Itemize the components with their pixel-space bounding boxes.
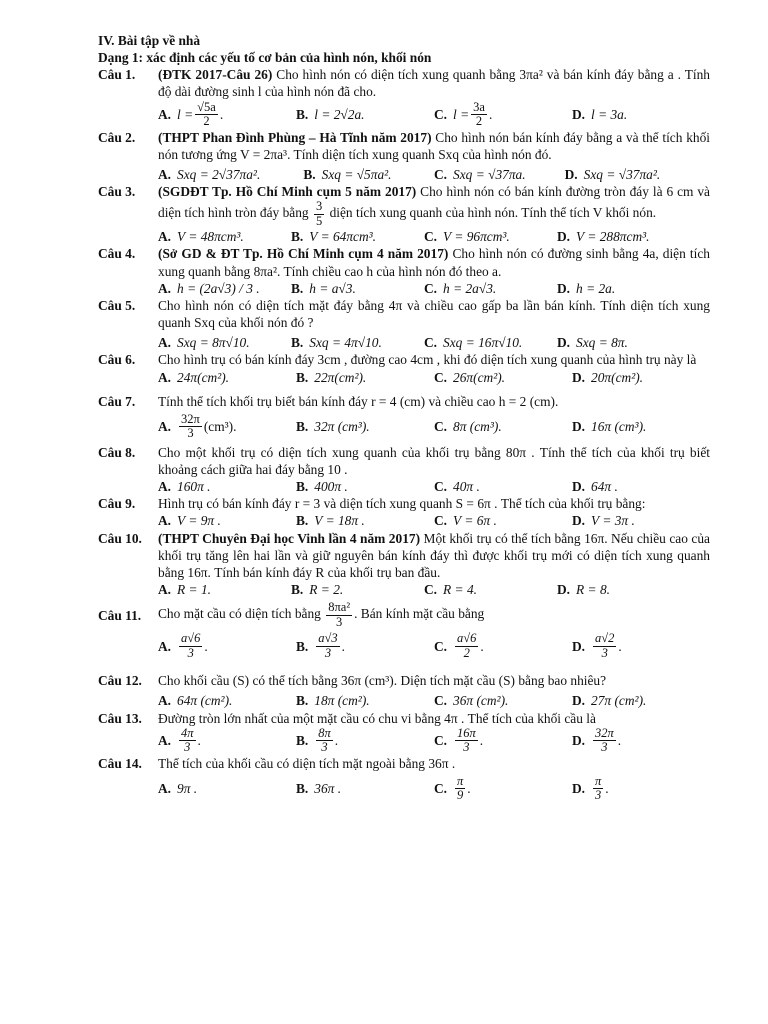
option-label: C. (424, 582, 438, 598)
answer-options (158, 413, 710, 441)
option-label: A. (158, 479, 172, 495)
option-suffix: . (617, 733, 622, 749)
fraction-denominator: 3 (601, 645, 608, 660)
answer-options (158, 334, 710, 351)
option-text: R = 1. (177, 582, 211, 598)
option-label: A. (158, 693, 172, 709)
question-5 (98, 297, 710, 351)
option-label: B. (296, 733, 309, 749)
question-stem (158, 245, 710, 279)
option-label: B. (296, 479, 309, 495)
question-number: Câu 6. (98, 352, 136, 368)
option-text: Sxq = √37πa². (583, 166, 661, 182)
question-text-continued: . Bán kính mặt cầu bằng (354, 606, 485, 622)
fraction-numerator: 32π (181, 411, 200, 426)
option-label: D. (572, 638, 586, 654)
option-c[interactable] (434, 418, 572, 435)
fraction-numerator: a√2 (595, 631, 615, 646)
option-c[interactable] (434, 478, 572, 495)
option-d[interactable] (557, 280, 705, 297)
option-b[interactable] (296, 106, 434, 123)
option-b[interactable] (296, 727, 434, 755)
fraction-denominator: 9 (457, 788, 464, 803)
question-text-continued: diện tích xung quanh của hình nón. Tính thể tích V khối nón. (326, 205, 657, 221)
option-label: A. (158, 781, 172, 797)
option-label: B. (296, 107, 309, 123)
option-d[interactable] (572, 775, 710, 803)
option-fraction (471, 101, 487, 129)
question-stem: Cho hình nón có diện tích mặt đáy bằng 4π và chiều cao gấp ba lần bán kính. Tính diện tích xung quanh Sxq của khối nón đó ? (158, 297, 710, 331)
option-b[interactable] (291, 228, 424, 245)
question-source: (SGDĐT Tp. Hồ Chí Minh cụm 5 năm 2017) (158, 184, 417, 200)
option-a[interactable] (158, 369, 296, 386)
question-stem: Đường tròn lớn nhất của một mặt cầu có chu vi bằng 4π . Thể tích của khối cầu là (158, 710, 596, 726)
option-text: 32π (cm³). (314, 419, 370, 435)
fraction-denominator: 3 (321, 740, 328, 755)
option-label: D. (564, 166, 578, 182)
option-d[interactable] (557, 228, 705, 245)
question-number: Câu 3. (98, 184, 136, 200)
option-label: D. (557, 335, 571, 351)
option-text: 160π . (177, 479, 211, 495)
fraction-numerator: π (457, 773, 464, 788)
fraction-numerator: a√3 (318, 631, 338, 646)
option-fraction (195, 101, 218, 129)
option-label: A. (158, 513, 172, 529)
option-label: B. (291, 335, 304, 351)
option-c[interactable] (434, 512, 572, 529)
option-label: D. (572, 479, 586, 495)
option-b[interactable] (291, 334, 424, 351)
fraction-numerator: 4π (181, 725, 194, 740)
option-label: C. (434, 166, 448, 182)
option-label: C. (434, 638, 448, 654)
question-text: Cho hình nón có đường sinh bằng 4a, diện tích xung quanh bằng 8πa². Tính chiều cao h của hình nón đó theo a. (158, 246, 710, 279)
option-label: A. (158, 369, 172, 385)
question-stem: Thể tích của khối cầu có diện tích mặt ngoài bằng 36π . (158, 755, 456, 771)
fraction-numerator: a√6 (181, 631, 201, 646)
option-c[interactable] (434, 775, 572, 803)
fraction-denominator: 2 (463, 645, 470, 660)
option-d[interactable] (572, 727, 710, 755)
option-suffix: . (479, 733, 484, 749)
option-text: V = 48πcm³. (177, 229, 244, 245)
option-b[interactable] (296, 780, 434, 797)
option-label: D. (572, 107, 586, 123)
answer-options (158, 228, 710, 245)
option-text: Sxq = 16π√10. (443, 335, 523, 351)
option-suffix: . (480, 638, 484, 654)
option-text: Sxq = √37πa. (453, 166, 526, 182)
fraction-numerator: √5a (197, 99, 216, 114)
question-7 (98, 393, 710, 441)
option-fraction (316, 632, 339, 660)
option-b[interactable] (296, 692, 434, 709)
option-suffix: . (197, 733, 201, 749)
option-label: B. (296, 369, 309, 385)
question-1 (98, 66, 710, 128)
option-a[interactable] (158, 166, 303, 183)
option-suffix: (cm³). (203, 419, 237, 435)
question-source: (THPT Chuyên Đại học Vinh lần 4 năm 2017) (158, 530, 421, 546)
question-stem: Tính thể tích khối trụ biết bán kính đáy r = 4 (cm) và chiều cao h = 2 (cm). (158, 393, 559, 409)
question-stem: Cho hình trụ có bán kính đáy 3cm , đường cao 4cm , khi đó diện tích xung quanh của hình trụ này là (158, 352, 697, 368)
option-label: C. (424, 229, 438, 245)
option-text: h = a√3. (309, 280, 356, 296)
fraction-denominator: 3 (601, 740, 608, 755)
question-number: Câu 8. (98, 444, 136, 460)
question-number: Câu 5. (98, 297, 136, 313)
option-d[interactable] (572, 369, 710, 386)
option-label: A. (158, 733, 172, 749)
question-stem: Hình trụ có bán kính đáy r = 3 và diện tích xung quanh S = 6π . Thể tích của khối trụ bằng: (158, 496, 646, 512)
question-source: (THPT Phan Đình Phùng – Hà Tĩnh năm 2017) (158, 129, 432, 145)
question-12 (98, 672, 710, 709)
option-text: Sxq = 8π. (576, 335, 628, 351)
fraction-numerator: a√6 (457, 631, 477, 646)
option-label: D. (557, 280, 571, 296)
option-text: R = 8. (576, 582, 610, 598)
option-label: C. (434, 479, 448, 495)
option-label: B. (296, 781, 309, 797)
option-c[interactable] (434, 632, 572, 660)
answer-options (158, 280, 710, 297)
option-b[interactable] (296, 478, 434, 495)
answer-options (158, 727, 710, 755)
question-number: Câu 10. (98, 530, 142, 546)
option-a[interactable] (158, 692, 296, 709)
option-label: B. (296, 419, 309, 435)
option-label: B. (296, 513, 309, 529)
question-text: Cho hình nón bán kính đáy bằng a và thể tích khối nón tương ứng V = 2πa³. Tính diện tích xung quanh Sxq của hình nón đó. (158, 129, 710, 162)
option-label: C. (434, 513, 448, 529)
option-text: 22π(cm²). (314, 369, 367, 385)
option-text: Sxq = 4π√10. (309, 335, 382, 351)
option-a[interactable] (158, 632, 296, 660)
option-d[interactable] (572, 478, 710, 495)
option-c[interactable] (424, 581, 557, 598)
option-a[interactable] (158, 334, 291, 351)
option-label: C. (434, 693, 448, 709)
option-label: A. (158, 335, 172, 351)
question-number: Câu 4. (98, 246, 136, 262)
option-c[interactable] (434, 692, 572, 709)
option-text: 36π (cm²). (453, 693, 509, 709)
option-text: R = 4. (443, 582, 477, 598)
option-label: B. (291, 280, 304, 296)
option-b[interactable] (296, 632, 434, 660)
question-number: Câu 9. (98, 496, 136, 512)
option-label: C. (434, 419, 448, 435)
question-10 (98, 530, 710, 599)
option-text: h = 2a√3. (443, 280, 497, 296)
question-4 (98, 245, 710, 296)
fraction-denominator: 3 (324, 645, 332, 660)
answer-options (158, 478, 710, 495)
question-number: Câu 1. (98, 67, 136, 83)
option-text: V = 18π . (314, 513, 365, 529)
option-text: 64π (cm²). (177, 693, 233, 709)
option-fraction (179, 727, 196, 755)
fraction-denominator: 5 (315, 213, 323, 228)
option-label: A. (158, 229, 172, 245)
option-text: 40π . (453, 479, 480, 495)
question-stem: Cho một khối trụ có diện tích xung quanh của khối trụ bằng 80π . Tính thể tích của khối trụ biết khoảng cách giữa hai đáy bằng 10 . (158, 444, 710, 477)
option-text: 20π(cm²). (591, 369, 644, 385)
option-suffix: . (605, 781, 609, 797)
option-fraction (179, 632, 202, 660)
option-suffix: . (219, 107, 224, 123)
fraction-denominator: 3 (187, 645, 194, 660)
option-fraction (455, 775, 465, 803)
option-a[interactable] (158, 512, 296, 529)
option-text: V = 288πcm³. (576, 229, 650, 245)
option-text: 24π(cm²). (177, 369, 230, 385)
option-d[interactable] (572, 512, 710, 529)
question-13 (98, 710, 710, 755)
question-source: (Sở GD & ĐT Tp. Hồ Chí Minh cụm 4 năm 2017) (158, 246, 449, 262)
option-text: 16π (cm³). (591, 419, 647, 435)
fraction-numerator: 3a (473, 99, 485, 114)
question-stem (158, 66, 710, 100)
option-a[interactable] (158, 101, 296, 129)
option-text: Sxq = √5πa². (321, 166, 392, 182)
option-prefix: l = (453, 107, 470, 123)
question-stem (158, 601, 710, 629)
answer-options (158, 166, 710, 183)
option-d[interactable] (557, 334, 705, 351)
option-text: V = 9π . (177, 513, 221, 529)
fraction-denominator: 2 (475, 114, 483, 129)
option-fraction (455, 727, 478, 755)
question-number: Câu 12. (98, 673, 142, 689)
option-text: h = 2a. (576, 280, 616, 296)
option-a[interactable] (158, 581, 291, 598)
option-a[interactable] (158, 478, 296, 495)
fraction-denominator: 3 (595, 788, 602, 803)
question-stem: Cho khối cầu (S) có thể tích bằng 36π (cm³). Diện tích mặt cầu (S) bằng bao nhiêu? (158, 673, 607, 689)
option-label: C. (424, 335, 438, 351)
option-text: 36π . (314, 781, 342, 797)
option-c[interactable] (434, 369, 572, 386)
question-number: Câu 11. (98, 608, 142, 624)
option-text: 400π . (314, 479, 348, 495)
option-d[interactable] (565, 166, 710, 183)
question-number: Câu 13. (98, 710, 142, 726)
option-label: C. (434, 781, 448, 797)
option-label: D. (572, 419, 586, 435)
option-text: h = (2a√3) / 3 . (177, 280, 260, 296)
question-8 (98, 444, 710, 495)
option-text: 8π (cm³). (453, 419, 502, 435)
option-fraction (179, 413, 202, 441)
question-14 (98, 755, 710, 803)
question-number: Câu 7. (98, 393, 136, 409)
question-text: Cho hình nón có diện tích xung quanh bằng 3πa² và bán kính đáy bằng a . Tính độ dài đường sinh l của hình nón đã cho. (158, 67, 710, 100)
question-number: Câu 2. (98, 129, 136, 145)
option-suffix: . (467, 781, 471, 797)
fraction-denominator: 3 (336, 614, 343, 629)
option-prefix: l = (177, 107, 194, 123)
option-c[interactable] (434, 727, 572, 755)
option-text: l = 3a. (591, 107, 628, 123)
option-b[interactable] (303, 166, 434, 183)
option-text: V = 3π . (591, 513, 635, 529)
answer-options (158, 101, 710, 129)
question-3 (98, 183, 710, 245)
option-c[interactable] (424, 228, 557, 245)
option-label: D. (572, 513, 586, 529)
option-text: l = 2√2a. (314, 107, 365, 123)
option-a[interactable] (158, 228, 291, 245)
option-label: C. (434, 107, 448, 123)
option-a[interactable] (158, 780, 296, 797)
option-fraction (593, 727, 616, 755)
question-stem (158, 129, 710, 163)
fraction-numerator: 8πa² (328, 600, 351, 615)
option-b[interactable] (296, 418, 434, 435)
option-label: C. (434, 733, 448, 749)
fraction-numerator: 3 (315, 199, 323, 214)
fraction-denominator: 3 (187, 426, 194, 441)
option-d[interactable] (572, 418, 710, 435)
fraction-denominator: 3 (463, 740, 470, 755)
option-c[interactable] (424, 334, 557, 351)
option-text: V = 64πcm³. (309, 229, 377, 245)
option-text: 64π . (591, 479, 618, 495)
option-a[interactable] (158, 413, 296, 441)
option-label: A. (158, 638, 172, 654)
option-a[interactable] (158, 727, 296, 755)
option-text: Sxq = 2√37πa². (177, 166, 261, 182)
option-label: D. (572, 369, 586, 385)
fraction-numerator: 16π (457, 725, 476, 740)
fraction-numerator: π (595, 773, 602, 788)
option-suffix: . (618, 638, 622, 654)
option-label: B. (296, 638, 309, 654)
question-source: (ĐTK 2017-Câu 26) (158, 67, 273, 83)
option-b[interactable] (296, 369, 434, 386)
answer-options (158, 369, 710, 386)
option-fraction (593, 775, 603, 803)
option-b[interactable] (291, 280, 424, 297)
option-d[interactable] (572, 106, 710, 123)
option-label: D. (572, 781, 586, 797)
option-label: A. (158, 166, 172, 182)
answer-options (158, 775, 710, 803)
fraction-numerator: 8π (318, 725, 331, 740)
option-text: 18π (cm²). (314, 693, 370, 709)
option-label: D. (572, 693, 586, 709)
option-text: Sxq = 8π√10. (177, 335, 250, 351)
option-label: B. (291, 229, 304, 245)
fraction-denominator: 3 (184, 740, 191, 755)
fraction-numerator: 32π (595, 725, 614, 740)
option-label: A. (158, 419, 172, 435)
answer-options (158, 632, 710, 660)
option-d[interactable] (572, 692, 710, 709)
question-stem (158, 183, 710, 228)
question-6 (98, 351, 710, 385)
option-text: 26π(cm²). (453, 369, 506, 385)
section-subtitle: Dạng 1: xác định các yếu tố cơ bản của hình nón, khối nón (98, 50, 432, 66)
option-b[interactable] (291, 581, 424, 598)
stem-fraction (314, 200, 324, 228)
answer-options (158, 692, 710, 709)
section-title: IV. Bài tập về nhà (98, 33, 201, 48)
answer-options (158, 512, 710, 529)
option-c[interactable] (434, 101, 572, 129)
option-a[interactable] (158, 280, 291, 297)
option-label: B. (291, 582, 304, 598)
option-label: D. (557, 229, 571, 245)
question-text: Cho mặt cầu có diện tích bằng (158, 606, 325, 622)
option-label: B. (296, 693, 309, 709)
option-label: A. (158, 582, 172, 598)
option-c[interactable] (424, 280, 557, 297)
option-d[interactable] (557, 581, 705, 598)
option-text: 9π . (177, 781, 198, 797)
question-number: Câu 14. (98, 755, 142, 771)
question-9 (98, 495, 710, 529)
option-label: B. (303, 166, 316, 182)
answer-options (158, 581, 710, 598)
option-fraction (455, 632, 478, 660)
option-label: D. (557, 582, 571, 598)
question-text: Một khối trụ có thể tích bằng 16π. Nếu chiều cao của khối trụ tăng lên hai lần và giữ nguyên bán kính đáy thì được khối trụ mới có diện tích xung quanh bằng 16π. Tính bán kính đáy R của khối trụ ban đầu. (158, 530, 710, 580)
option-fraction (316, 727, 333, 755)
option-suffix: . (334, 733, 339, 749)
option-text: 27π (cm²). (591, 693, 647, 709)
option-b[interactable] (296, 512, 434, 529)
option-text: V = 96πcm³. (443, 229, 510, 245)
question-11 (98, 601, 710, 660)
option-label: C. (424, 280, 438, 296)
option-fraction (593, 632, 616, 660)
fraction-denominator: 2 (203, 114, 210, 129)
question-stem (158, 530, 710, 581)
option-suffix: . (341, 638, 346, 654)
option-text: V = 6π . (453, 513, 497, 529)
option-text: R = 2. (309, 582, 344, 598)
question-2 (98, 129, 710, 183)
question-text: Cho hình nón có bán kính đường tròn đáy là 6 cm và diện tích hình tròn đáy bằng (158, 184, 710, 221)
option-suffix: . (204, 638, 208, 654)
option-label: D. (572, 733, 586, 749)
option-label: C. (434, 369, 448, 385)
option-suffix: . (488, 107, 493, 123)
stem-fraction (326, 601, 352, 629)
option-label: A. (158, 280, 172, 296)
option-c[interactable] (434, 166, 565, 183)
option-label: A. (158, 107, 172, 123)
option-d[interactable] (572, 632, 710, 660)
